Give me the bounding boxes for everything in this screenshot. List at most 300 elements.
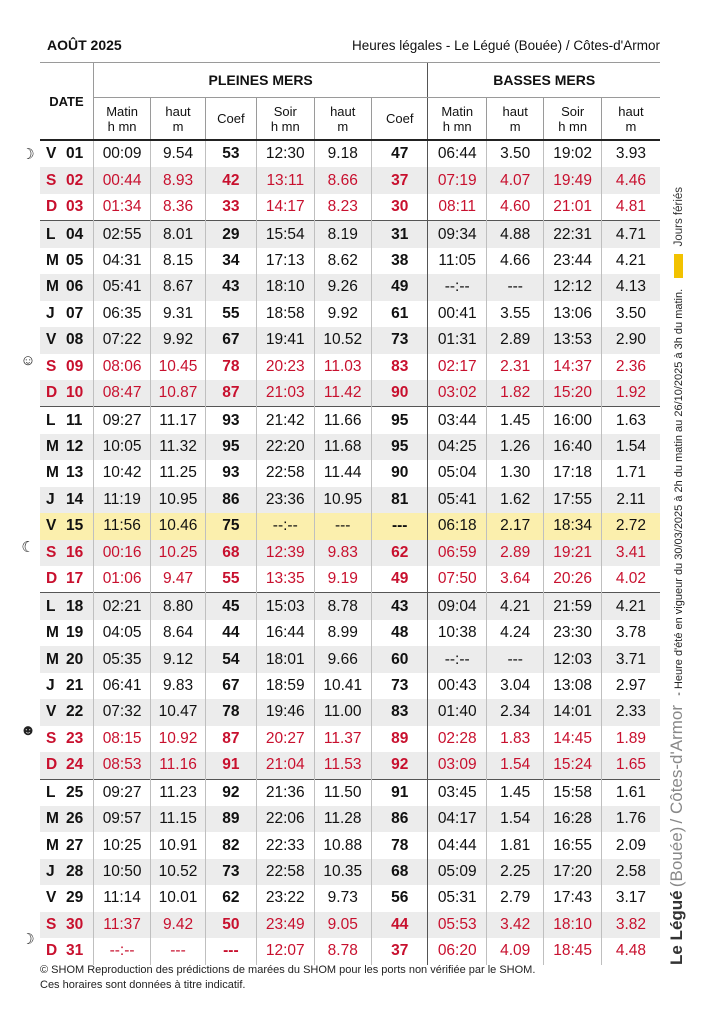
cell-e: 21:36 [257,779,314,806]
cell-b: --- [151,938,205,964]
cell-b: 8.01 [151,221,205,248]
row-weekday: J [46,490,55,508]
cell-i: 2.34 [486,699,543,725]
table-row [40,274,660,300]
row-weekday: S [46,543,57,561]
cell-i: --- [486,646,543,672]
bm-soir-header: Soir h mn [544,98,601,141]
cell-h: 11:05 [428,248,486,274]
table-row [40,806,660,832]
cell-k: 4.71 [601,221,660,248]
cell-f: 9.73 [314,885,371,911]
cell-a: 08:15 [93,726,150,752]
row-weekday: L [46,597,56,615]
cell-k: 3.50 [601,301,660,327]
date-header: DATE [40,63,93,141]
row-daynum: 13 [66,464,84,482]
cell-k: 4.48 [601,938,660,964]
cell-e: 18:10 [257,274,314,300]
cell-f: 9.66 [314,646,371,672]
cell-k: 2.11 [601,487,660,513]
cell-b: 10.47 [151,699,205,725]
row-day [40,806,93,832]
cell-f: 11.66 [314,407,371,434]
cell-c: 92 [205,779,256,806]
row-day [40,540,93,566]
cell-f: 8.78 [314,938,371,964]
row-day [40,487,93,513]
cell-h: 04:25 [428,434,486,460]
cell-g: 73 [371,327,428,353]
cell-e: 23:49 [257,912,314,938]
row-daynum: 26 [66,810,84,828]
holiday-legend: Jours fériés [673,186,685,247]
table-row [40,380,660,407]
cell-b: 9.83 [151,673,205,699]
cell-e: 18:01 [257,646,314,672]
row-day [40,354,93,380]
tide-table [40,62,660,965]
cell-j: 17:43 [544,885,601,911]
pm-coef-matin-header: Coef [205,98,256,141]
cell-j: 16:00 [544,407,601,434]
cell-e: 21:04 [257,752,314,779]
cell-j: 20:26 [544,566,601,593]
cell-b: 8.36 [151,194,205,221]
cell-i: 4.88 [486,221,543,248]
cell-e: 18:58 [257,301,314,327]
row-weekday: M [46,251,59,269]
cell-f: 9.26 [314,274,371,300]
cell-e: 22:06 [257,806,314,832]
page-title: AOÛT 2025 [47,37,122,53]
cell-g: 56 [371,885,428,911]
cell-c: 91 [205,752,256,779]
side-port-paren: (Bouée) [667,826,686,888]
cell-g: 61 [371,301,428,327]
cell-f: 8.78 [314,593,371,620]
cell-b: 9.92 [151,327,205,353]
cell-g: 44 [371,912,428,938]
row-weekday: L [46,411,56,429]
cell-a: 08:47 [93,380,150,407]
cell-h: --:-- [428,646,486,672]
cell-a: 08:53 [93,752,150,779]
table-row [40,752,660,779]
row-daynum: 12 [66,438,84,456]
row-weekday: M [46,650,59,668]
cell-b: 10.95 [151,487,205,513]
table-row [40,354,660,380]
cell-e: 13:35 [257,566,314,593]
cell-k: 3.82 [601,912,660,938]
copyright-line: © SHOM Reproduction des prédictions de marées du SHOM pour les ports non vérifiée par le SHOM. [40,964,536,976]
cell-c: 93 [205,460,256,486]
cell-a: 10:42 [93,460,150,486]
cell-k: 1.54 [601,434,660,460]
cell-e: 22:33 [257,832,314,858]
cell-k: 1.76 [601,806,660,832]
row-weekday: J [46,676,55,694]
cell-b: 10.45 [151,354,205,380]
cell-j: 16:40 [544,434,601,460]
side-port-name: Le Légué [667,890,686,965]
cell-f: 9.92 [314,301,371,327]
cell-f: 10.88 [314,832,371,858]
table-row [40,407,660,434]
cell-c: 43 [205,274,256,300]
pleines-mers-header: PLEINES MERS [93,63,428,98]
cell-g: 86 [371,806,428,832]
cell-b: 8.64 [151,620,205,646]
cell-a: 11:19 [93,487,150,513]
side-department: / Côtes-d'Armor [667,704,686,824]
cell-g: 49 [371,274,428,300]
cell-e: --:-- [257,513,314,539]
cell-e: 23:22 [257,885,314,911]
cell-i: 2.89 [486,540,543,566]
cell-e: 14:17 [257,194,314,221]
cell-b: 10.46 [151,513,205,539]
table-row [40,859,660,885]
cell-i: 1.54 [486,806,543,832]
cell-e: 17:13 [257,248,314,274]
row-daynum: 17 [66,570,84,588]
cell-f: 11.42 [314,380,371,407]
row-daynum: 28 [66,863,84,881]
cell-e: 20:23 [257,354,314,380]
row-daynum: 10 [66,384,84,402]
table-row [40,938,660,964]
table-row [40,140,660,167]
cell-c: 44 [205,620,256,646]
row-weekday: V [46,517,57,535]
cell-h: --:-- [428,274,486,300]
row-day [40,460,93,486]
cell-j: 15:24 [544,752,601,779]
cell-i: 1.45 [486,407,543,434]
cell-g: 30 [371,194,428,221]
cell-b: 10.52 [151,859,205,885]
cell-j: 19:02 [544,140,601,167]
row-day [40,832,93,858]
last-quarter-moon-icon: ☾ [21,539,35,556]
cell-k: 4.21 [601,593,660,620]
row-daynum: 08 [66,331,84,349]
row-daynum: 02 [66,171,84,189]
cell-e: 21:03 [257,380,314,407]
row-day [40,646,93,672]
cell-g: 68 [371,859,428,885]
cell-i: 4.07 [486,167,543,193]
table-row [40,540,660,566]
cell-g: 48 [371,620,428,646]
table-row [40,832,660,858]
cell-k: 4.13 [601,274,660,300]
cell-j: 17:18 [544,460,601,486]
cell-a: 08:06 [93,354,150,380]
cell-a: 10:05 [93,434,150,460]
cell-a: 00:09 [93,140,150,167]
first-quarter-moon-icon-2: ☽ [21,931,35,948]
cell-i: 3.50 [486,140,543,167]
cell-g: 95 [371,434,428,460]
cell-h: 07:50 [428,566,486,593]
cell-i: 3.55 [486,301,543,327]
cell-e: 19:41 [257,327,314,353]
row-weekday: S [46,915,57,933]
cell-i: 2.89 [486,327,543,353]
cell-k: 3.41 [601,540,660,566]
cell-j: 15:20 [544,380,601,407]
cell-j: 12:12 [544,274,601,300]
cell-h: 09:34 [428,221,486,248]
cell-b: 11.32 [151,434,205,460]
row-daynum: 16 [66,543,84,561]
cell-c: 95 [205,434,256,460]
row-weekday: D [46,384,58,402]
table-row [40,593,660,620]
pm-haut-soir-header: haut m [314,98,371,141]
row-daynum: 07 [66,304,84,322]
cell-b: 8.67 [151,274,205,300]
pm-matin-header: Matin h mn [93,98,150,141]
row-daynum: 30 [66,915,84,933]
cell-f: 10.95 [314,487,371,513]
cell-f: 11.00 [314,699,371,725]
cell-b: 9.12 [151,646,205,672]
cell-h: 03:09 [428,752,486,779]
cell-j: 14:45 [544,726,601,752]
cell-c: 42 [205,167,256,193]
cell-k: 1.63 [601,407,660,434]
cell-k: 4.21 [601,248,660,274]
cell-c: 78 [205,354,256,380]
table-row [40,699,660,725]
cell-a: 11:37 [93,912,150,938]
cell-j: 21:59 [544,593,601,620]
cell-i: 4.09 [486,938,543,964]
cell-h: 06:59 [428,540,486,566]
cell-i: 1.62 [486,487,543,513]
cell-f: 11.68 [314,434,371,460]
cell-k: 1.89 [601,726,660,752]
cell-c: 50 [205,912,256,938]
row-daynum: 01 [66,145,84,163]
row-daynum: 06 [66,278,84,296]
cell-a: 05:41 [93,274,150,300]
cell-e: 22:20 [257,434,314,460]
cell-j: 18:45 [544,938,601,964]
cell-k: 2.90 [601,327,660,353]
cell-g: 37 [371,167,428,193]
row-daynum: 29 [66,889,84,907]
cell-j: 13:08 [544,673,601,699]
cell-a: 10:50 [93,859,150,885]
cell-g: 90 [371,380,428,407]
cell-j: 17:20 [544,859,601,885]
row-day [40,938,93,964]
disclaimer-line: Ces horaires sont données à titre indicatif. [40,979,246,991]
cell-j: 14:37 [544,354,601,380]
cell-a: 04:05 [93,620,150,646]
cell-c: --- [205,938,256,964]
table-row [40,620,660,646]
cell-b: 10.87 [151,380,205,407]
cell-k: 1.71 [601,460,660,486]
cell-f: 9.05 [314,912,371,938]
cell-c: 34 [205,248,256,274]
full-moon-icon: ☺ [20,352,36,369]
table-row [40,248,660,274]
cell-f: 11.03 [314,354,371,380]
cell-g: 43 [371,593,428,620]
pm-coef-soir-header: Coef [371,98,428,141]
cell-f: 8.19 [314,221,371,248]
cell-a: 01:06 [93,566,150,593]
row-weekday: M [46,278,59,296]
cell-i: 1.45 [486,779,543,806]
row-weekday: D [46,198,58,216]
row-weekday: M [46,624,59,642]
cell-i: 4.60 [486,194,543,221]
cell-j: 13:06 [544,301,601,327]
cell-e: 22:58 [257,460,314,486]
cell-a: 09:27 [93,779,150,806]
cell-a: 09:57 [93,806,150,832]
cell-b: 9.47 [151,566,205,593]
cell-h: 06:44 [428,140,486,167]
bm-matin-header: Matin h mn [428,98,486,141]
cell-c: 54 [205,646,256,672]
row-day [40,566,93,593]
cell-j: 22:31 [544,221,601,248]
cell-k: 3.17 [601,885,660,911]
cell-e: 15:03 [257,593,314,620]
cell-k: 1.65 [601,752,660,779]
bm-haut-soir-header: haut m [601,98,660,141]
table-row [40,673,660,699]
cell-i: 4.24 [486,620,543,646]
cell-a: 06:41 [93,673,150,699]
cell-k: 2.33 [601,699,660,725]
cell-a: 04:31 [93,248,150,274]
cell-i: 2.25 [486,859,543,885]
row-daynum: 18 [66,597,84,615]
row-weekday: J [46,304,55,322]
cell-b: 11.23 [151,779,205,806]
cell-h: 07:19 [428,167,486,193]
cell-f: 11.53 [314,752,371,779]
row-daynum: 22 [66,703,84,721]
cell-c: 86 [205,487,256,513]
cell-c: 75 [205,513,256,539]
table-row [40,885,660,911]
row-day [40,513,93,539]
cell-f: 8.66 [314,167,371,193]
cell-h: 05:53 [428,912,486,938]
table-row [40,221,660,248]
cell-e: 13:11 [257,167,314,193]
cell-e: 12:30 [257,140,314,167]
row-weekday: M [46,438,59,456]
footer-note [40,963,535,993]
cell-a: 11:14 [93,885,150,911]
cell-c: 45 [205,593,256,620]
cell-b: 11.17 [151,407,205,434]
cell-b: 11.15 [151,806,205,832]
cell-i: 1.81 [486,832,543,858]
cell-j: 23:30 [544,620,601,646]
row-daynum: 24 [66,756,84,774]
cell-k: 3.78 [601,620,660,646]
cell-f: 10.52 [314,327,371,353]
cell-c: 67 [205,673,256,699]
row-daynum: 19 [66,624,84,642]
row-day [40,673,93,699]
cell-g: 78 [371,832,428,858]
cell-a: 11:56 [93,513,150,539]
row-day [40,140,93,167]
table-row [40,912,660,938]
cell-e: 23:36 [257,487,314,513]
row-day [40,912,93,938]
cell-k: 2.97 [601,673,660,699]
cell-j: 16:55 [544,832,601,858]
cell-g: 89 [371,726,428,752]
row-day [40,221,93,248]
table-row [40,460,660,486]
cell-h: 08:11 [428,194,486,221]
cell-c: 87 [205,380,256,407]
cell-b: 9.31 [151,301,205,327]
cell-k: 2.36 [601,354,660,380]
cell-f: 8.62 [314,248,371,274]
cell-j: 14:01 [544,699,601,725]
cell-b: 9.42 [151,912,205,938]
table-row [40,566,660,593]
cell-f: 10.41 [314,673,371,699]
row-daynum: 21 [66,676,84,694]
cell-i: 4.66 [486,248,543,274]
cell-c: 87 [205,726,256,752]
cell-e: 19:46 [257,699,314,725]
table-row [40,646,660,672]
cell-k: 1.92 [601,380,660,407]
cell-b: 10.91 [151,832,205,858]
row-daynum: 20 [66,650,84,668]
cell-i: 3.64 [486,566,543,593]
row-day [40,301,93,327]
cell-a: 06:35 [93,301,150,327]
row-daynum: 05 [66,251,84,269]
cell-b: 11.25 [151,460,205,486]
cell-b: 11.16 [151,752,205,779]
cell-f: 8.99 [314,620,371,646]
row-weekday: L [46,225,56,243]
row-weekday: D [46,942,58,960]
table-row [40,327,660,353]
cell-i: --- [486,274,543,300]
cell-h: 05:09 [428,859,486,885]
row-day [40,407,93,434]
cell-c: 53 [205,140,256,167]
cell-c: 78 [205,699,256,725]
cell-j: 19:49 [544,167,601,193]
row-weekday: M [46,464,59,482]
cell-e: 22:58 [257,859,314,885]
row-day [40,779,93,806]
